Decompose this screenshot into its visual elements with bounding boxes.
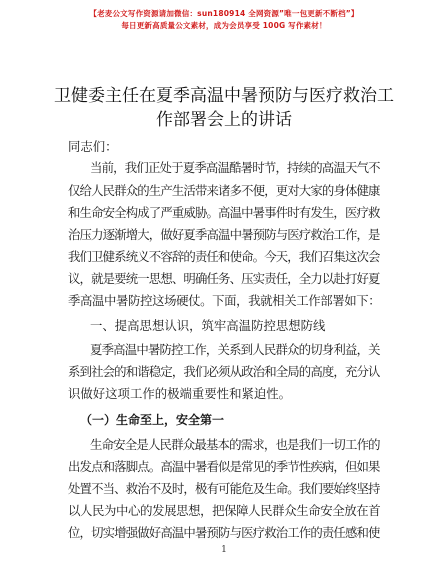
page-number: 1 — [221, 545, 227, 555]
subsection-heading-1: （一）生命至上，安全第一 — [80, 413, 225, 427]
para3-line: 以人民为中心的发展思想，把保障人民群众生命安全放在首 — [68, 503, 381, 518]
para2-line: 系到社会的和谐稳定，我们必须从政治和全局的高度，充分认 — [68, 364, 380, 379]
para2-line: 夏季高温中暑防控工作，关系到人民群众的切身利益，关 — [90, 342, 380, 357]
section-heading-1: 一、提高思想认识，筑牢高温防控思想防线 — [90, 318, 326, 333]
para1-line: 仅给人民群众的生产生活带来诸多不便，更对大家的身体健康 — [68, 183, 380, 198]
title-line-2: 作部署会上的讲话 — [156, 110, 292, 130]
title-line-1: 卫健委主任在夏季高温中暑预防与医疗救治工 — [54, 86, 394, 106]
greeting: 同志们： — [68, 139, 118, 154]
para1-line: 治压力逐渐增大，做好夏季高温中暑预防与医疗救治工作，是 — [68, 227, 380, 242]
para1-line: 议，就是要统一思想、明确任务、压实责任，全力以赴打好夏 — [68, 271, 380, 286]
para3-line: 出发点和落脚点。高温中暑看似是常见的季节性疾病，但如果 — [68, 459, 380, 474]
para3-line: 生命安全是人民群众最基本的需求，也是我们一切工作的 — [90, 437, 380, 452]
para3-line: 处置不当、救治不及时，极有可能危及生命。我们要始终坚持 — [68, 481, 380, 496]
document-title — [48, 84, 400, 132]
para2-line: 识做好这项工作的极端重要性和紧迫性。 — [68, 386, 292, 401]
para1-line: 我们卫健系统义不容辞的责任和使命。今天，我们召集这次会 — [68, 249, 380, 264]
header-banner-line-2: 每日更新高质量公文素材，成为会员享受 100G 写作素材！ — [121, 21, 327, 30]
header-banner-line-1: 【老麦公文写作资源请加微信：sun180914 全网资源”唯一包更新不断档”】 — [89, 9, 359, 18]
para1-line: 和生命安全构成了严重威胁。高温中暑事件时有发生，医疗救 — [68, 205, 380, 220]
para3-line: 位，切实增强做好高温中暑预防与医疗救治工作的责任感和使 — [68, 525, 380, 540]
para1-line: 当前，我们正处于夏季高温酷暑时节，持续的高温天气不 — [90, 160, 380, 175]
para1-line: 季高温中暑防控这场硬仗。下面，我就相关工作部署如下： — [68, 293, 381, 308]
